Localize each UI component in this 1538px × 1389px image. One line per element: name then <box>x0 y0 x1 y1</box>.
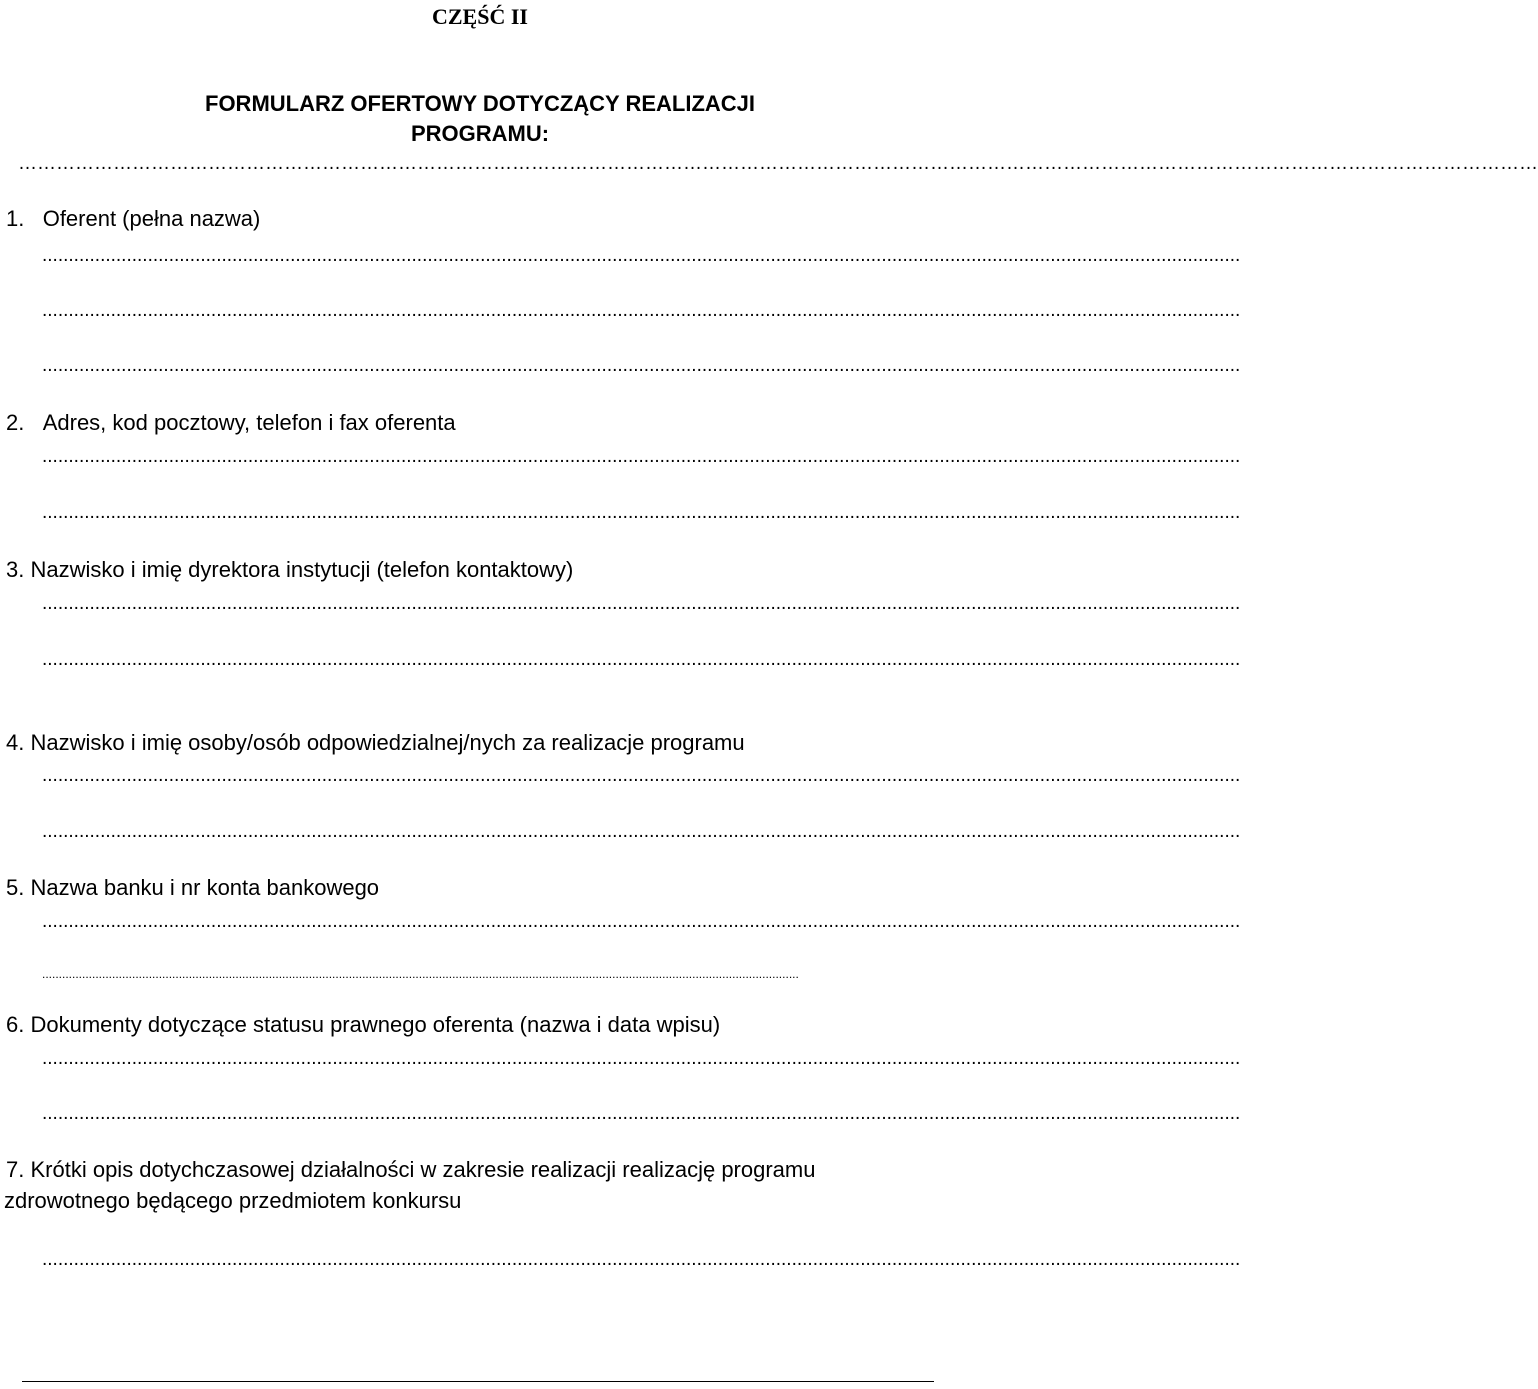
item-2-dotted-line-1[interactable]: ................................................................................................................................................................................................................................... <box>42 446 1241 467</box>
item-5-label <box>6 875 379 901</box>
item-6-label <box>6 1012 720 1038</box>
item-number: 5. <box>6 875 25 900</box>
form-title-line-1: FORMULARZ OFERTOWY DOTYCZĄCY REALIZACJI <box>205 91 755 116</box>
item-3-label <box>6 557 573 583</box>
item-7-label <box>6 1155 960 1185</box>
item-text: Nazwisko i imię dyrektora instytucji (telefon kontaktowy) <box>30 557 574 582</box>
item-4-dotted-line-1[interactable]: ................................................................................................................................................................................................................................... <box>42 765 1241 786</box>
program-name-dotted-line[interactable]: …………………………………………………………………………………………………………………………………………………………………………………………………………………… <box>18 153 1538 174</box>
item-number: 7. <box>6 1157 25 1182</box>
item-number: 1. <box>6 206 25 231</box>
item-3-dotted-line-1[interactable]: ................................................................................................................................................................................................................................... <box>42 593 1241 614</box>
item-text: Oferent (pełna nazwa) <box>42 206 261 231</box>
item-3-dotted-line-2[interactable]: ................................................................................................................................................................................................................................... <box>42 649 1241 670</box>
item-4-dotted-line-2[interactable]: ................................................................................................................................................................................................................................... <box>42 821 1241 842</box>
item-4-label <box>6 730 745 756</box>
item-1-label <box>6 206 260 232</box>
item-2-dotted-line-2[interactable]: ................................................................................................................................................................................................................................... <box>42 502 1241 523</box>
item-number: 4. <box>6 730 25 755</box>
bottom-signature-line <box>22 1381 934 1382</box>
item-number: 3. <box>6 557 25 582</box>
item-1-dotted-line-2[interactable]: ................................................................................................................................................................................................................................... <box>42 300 1241 321</box>
item-6-dotted-line-1[interactable]: ................................................................................................................................................................................................................................... <box>42 1048 1241 1069</box>
part-title: CZĘŚĆ II <box>432 4 528 29</box>
item-1-dotted-line-1[interactable]: ................................................................................................................................................................................................................................... <box>42 245 1241 266</box>
item-7-label-continued: zdrowotnego będącego przedmiotem konkursu <box>4 1188 462 1213</box>
item-text: Nazwisko i imię osoby/osób odpowiedzialnej/nych za realizacje programu <box>30 730 745 755</box>
item-text: Nazwa banku i nr konta bankowego <box>30 875 380 900</box>
item-number: 6. <box>6 1012 25 1037</box>
item-6-dotted-line-2[interactable]: ................................................................................................................................................................................................................................... <box>42 1103 1241 1124</box>
item-7-dotted-line-1[interactable]: ................................................................................................................................................................................................................................... <box>42 1249 1241 1270</box>
item-number: 2. <box>6 410 25 435</box>
item-5-dotted-line-2[interactable]: ................................................................................................................................................................................................................................... <box>42 967 799 981</box>
item-1-dotted-line-3[interactable]: ................................................................................................................................................................................................................................... <box>42 355 1241 376</box>
form-title-line-2: PROGRAMU: <box>410 121 550 146</box>
item-text: Krótki opis dotychczasowej działalności w zakresie realizacji realizację programu <box>30 1157 816 1182</box>
item-5-dotted-line-1[interactable]: ................................................................................................................................................................................................................................... <box>42 911 1241 932</box>
item-text: Adres, kod pocztowy, telefon i fax oferenta <box>42 410 456 435</box>
item-2-label <box>6 410 456 436</box>
item-text: Dokumenty dotyczące statusu prawnego oferenta (nazwa i data wpisu) <box>30 1012 721 1037</box>
